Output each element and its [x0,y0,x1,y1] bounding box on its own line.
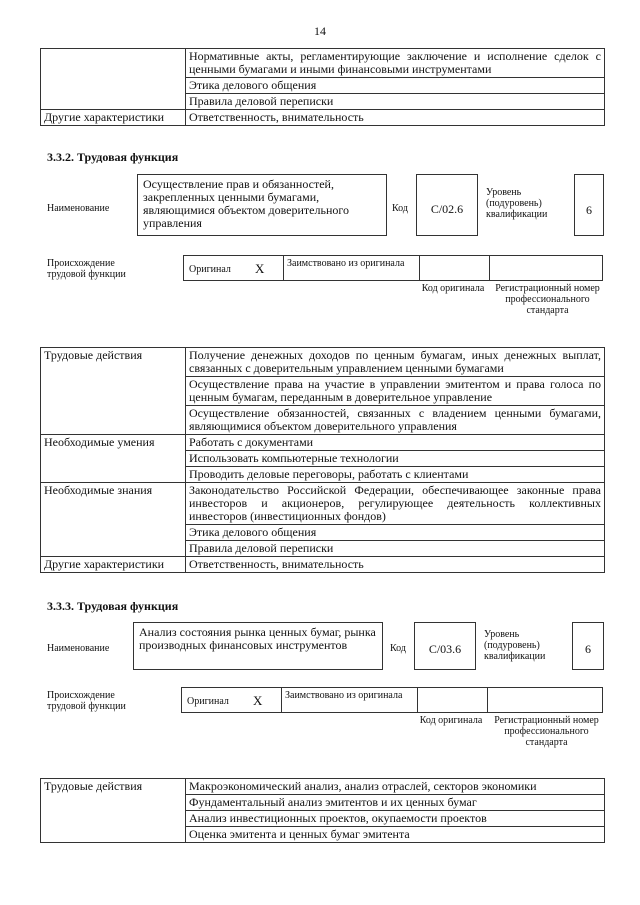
original-label: Оригинал [187,696,229,707]
origin-row [181,687,603,713]
table-row: Этика делового общения [186,525,605,541]
table-row: Осуществление права на участие в управлении эмитентом и права голоса по ценным бумагам, переданным в доверительное управление [186,377,605,406]
other-label: Другие характеристики [41,557,186,573]
level-value: 6 [586,203,592,217]
top-table [40,48,605,126]
original-label: Оригинал [189,264,231,275]
function-name-box [137,174,387,236]
page-number: 14 [314,24,326,38]
function-table [40,347,605,573]
function-name-box [133,622,383,670]
other-value: Ответственность, внимательность [186,557,605,573]
table-row: Фундаментальный анализ эмитентов и их ценных бумаг [186,795,605,811]
table-row: Проводить деловые переговоры, работать с клиентами [186,467,605,483]
code-label: Код [390,643,406,654]
origin-label: Происхождение трудовой функции [47,690,126,712]
actions-label: Трудовые действия [41,779,186,843]
other-value: Ответственность, внимательность [186,110,605,126]
table-row: Получение денежных доходов по ценным бумагам, иных денежных выплат, связанных с доверительным управлением ценными бумагами [186,348,605,377]
section-heading: 3.3.2. Трудовая функция [47,150,179,164]
level-value: 6 [585,642,591,656]
level-box [574,174,604,236]
code-label: Код [392,203,408,214]
table-row: Оценка эмитента и ценных бумаг эмитента [186,827,605,843]
other-label: Другие характеристики [41,110,186,126]
reg-number-label: Регистрационный номер профессионального стандарта [495,283,600,316]
actions-label: Трудовые действия [41,348,186,435]
table-row: Нормативные акты, регламентирующие заключение и исполнение сделок с ценными бумагами и иными финансовыми инструментами [186,49,605,78]
knowledge-label: Необходимые знания [41,483,186,557]
borrowed-label: Заимствовано из оригинала [287,258,405,269]
function-name: Осуществление прав и обязанностей, закрепленных ценными бумагами, являющимися объектом доверительного управления [143,177,350,230]
table-row: Анализ инвестиционных проектов, окупаемости проектов [186,811,605,827]
table-row: Макроэкономический анализ, анализ отраслей, секторов экономики [186,779,605,795]
reg-number-label: Регистрационный номер профессионального стандарта [494,715,599,748]
table-row: Работать с документами [186,435,605,451]
table-row: Осуществление обязанностей, связанных с владением ценными бумагами, являющимися объектом доверительного управления [186,406,605,435]
level-label: Уровень (подуровень) квалификации [484,629,546,662]
name-label: Наименование [47,643,110,654]
table-row: Правила деловой переписки [186,94,605,110]
origin-row [183,255,603,281]
origin-label: Происхождение трудовой функции [47,258,126,280]
table-row: Использовать компьютерные технологии [186,451,605,467]
table-row: Правила деловой переписки [186,541,605,557]
name-label: Наименование [47,203,110,214]
orig-code-label: Код оригинала [419,715,483,726]
orig-code-label: Код оригинала [421,283,485,294]
function-code-box [414,622,476,670]
function-name: Анализ состояния рынка ценных бумаг, рынка производных финансовых инструментов [139,625,376,652]
x-mark: X [255,261,265,276]
skills-label: Необходимые умения [41,435,186,483]
function-code-box [416,174,478,236]
level-box [572,622,604,670]
section-heading: 3.3.3. Трудовая функция [47,599,179,613]
function-code: С/03.6 [428,642,462,656]
table-row: Этика делового общения [186,78,605,94]
function-table [40,778,605,843]
borrowed-label: Заимствовано из оригинала [285,690,403,701]
x-mark: X [253,693,263,708]
level-label: Уровень (подуровень) квалификации [486,187,548,220]
function-code: С/02.6 [430,202,464,216]
table-row: Законодательство Российской Федерации, обеспечивающее законные права инвесторов и акционеров, регулирующее деятельность коллективных инвесторов (инвестиционных фондов) [186,483,605,525]
